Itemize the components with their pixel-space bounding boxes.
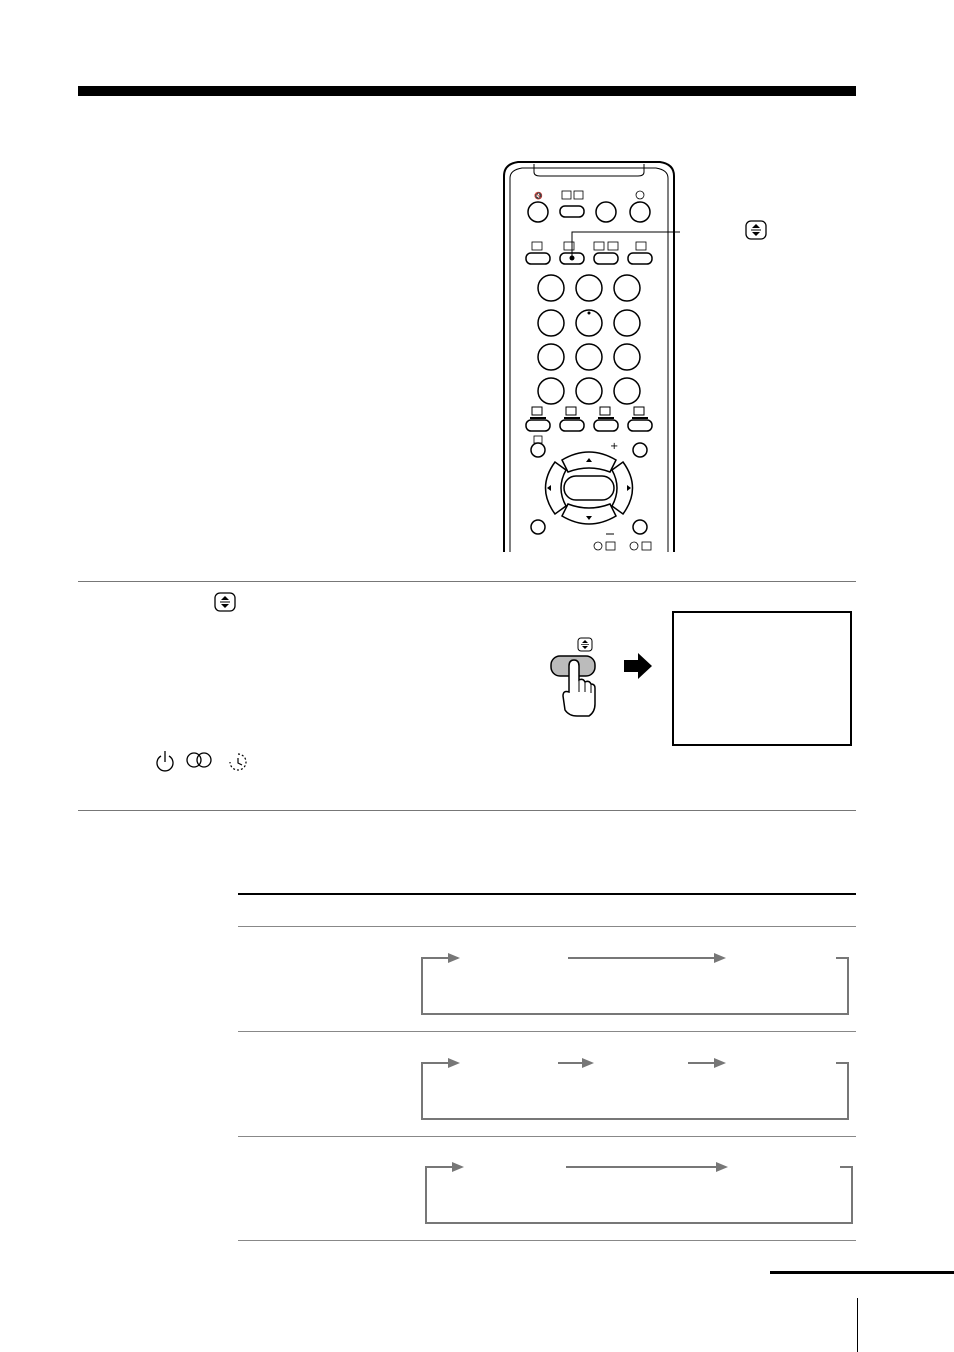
dual-circles-icon xyxy=(187,753,211,767)
remote-control-illustration xyxy=(500,160,680,552)
table-row-rule xyxy=(238,1136,856,1137)
svg-text:🔇: 🔇 xyxy=(534,192,543,200)
right-arrow-icon xyxy=(622,652,654,680)
table-header-rule xyxy=(238,893,856,895)
symbol-row xyxy=(152,750,252,774)
up-down-select-icon xyxy=(214,592,236,612)
tv-screen-display xyxy=(672,611,852,746)
up-down-select-icon xyxy=(744,220,768,240)
svg-text:+: + xyxy=(610,441,619,452)
section-divider-bottom xyxy=(78,810,856,811)
section-divider-top xyxy=(78,581,856,582)
finger-pressing-button-icon xyxy=(545,636,605,718)
timer-clock-icon xyxy=(230,754,246,770)
page-edge-line xyxy=(857,1298,858,1352)
cycle-diagram-2 xyxy=(400,1053,860,1123)
table-row-rule xyxy=(238,1031,856,1032)
cycle-diagram-1 xyxy=(400,948,860,1018)
header-bar xyxy=(78,86,856,96)
power-icon xyxy=(157,751,173,771)
table-row-rule xyxy=(238,1240,856,1241)
continued-rule xyxy=(770,1271,954,1274)
cycle-diagram-3 xyxy=(400,1157,860,1227)
table-row-rule xyxy=(238,926,856,927)
